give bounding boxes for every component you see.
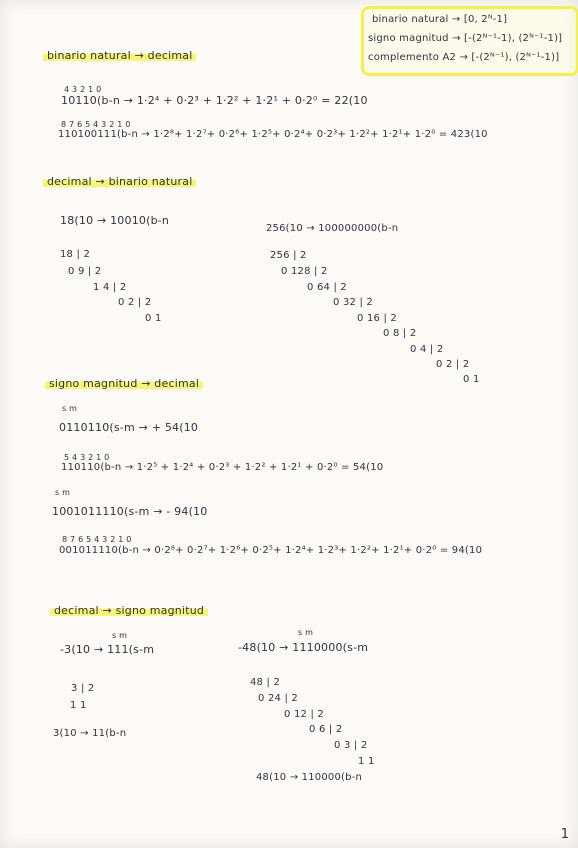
bit-index-1: 4 3 2 1 0 [64, 85, 102, 94]
section-title-dec-sm: decimal → signo magnitud [50, 604, 208, 617]
div-3-2: 1 1 [70, 700, 87, 711]
conversion-sm-1: 0110110(s-m → + 54(10 [59, 421, 199, 434]
range-binario: binario natural → [0, 2ᴺ-1] [372, 14, 508, 25]
div-256-3: 0 64 | 2 [307, 282, 347, 293]
conversion-sm-4: 001011110(b-n → 0·2⁸+ 0·2⁷+ 1·2⁶+ 0·2⁵+ 1·2⁴+ 1·2³+ 1·2²+ 1·2¹+ 0·2⁰ = 94(10 [59, 545, 483, 556]
div-3-1: 3 | 2 [71, 683, 95, 694]
conversion-neg3: -3(10 → 111(s-m [60, 643, 155, 656]
result-3: 3(10 → 11(b-n [53, 728, 127, 739]
conversion-2: 110100111(b-n → 1·2⁸+ 1·2⁷+ 0·2⁶+ 1·2⁵+ 0·2⁴+ 0·2³+ 1·2²+ 1·2¹+ 1·2⁰ = 423(10 [58, 129, 488, 140]
result-256: 256(10 → 100000000(b-n [266, 223, 399, 234]
div-18-4: 0 2 | 2 [118, 297, 152, 308]
conversion-1: 10110(b-n → 1·2⁴ + 0·2³ + 1·2² + 1·2¹ + 0·2⁰ = 22(10 [61, 94, 368, 107]
div-256-9: 0 1 [463, 374, 480, 385]
div-18-5: 0 1 [145, 313, 162, 324]
div-256-8: 0 2 | 2 [436, 359, 470, 370]
conversion-sm-3: 1001011110(s-m → - 94(10 [52, 505, 208, 518]
page-number: 1 [560, 827, 569, 842]
section-title-bn-dec: binario natural → decimal [43, 49, 196, 62]
range-complemento: complemento A2 → [-(2ᴺ⁻¹), (2ᴺ⁻¹-1)] [368, 52, 560, 63]
section-title-dec-bn: decimal → binario natural [43, 175, 196, 188]
div-48-4: 0 6 | 2 [309, 724, 343, 735]
div-256-5: 0 16 | 2 [357, 313, 397, 324]
div-256-6: 0 8 | 2 [383, 328, 417, 339]
div-48-1: 48 | 2 [250, 677, 281, 688]
div-48-2: 0 24 | 2 [258, 693, 298, 704]
sm-label-3: s m [112, 631, 128, 640]
conversion-neg48: -48(10 → 1110000(s-m [238, 641, 369, 654]
bit-index-2: 8 7 6 5 4 3 2 1 0 [61, 120, 131, 129]
div-18-1: 18 | 2 [60, 249, 91, 260]
div-18-3: 1 4 | 2 [93, 282, 127, 293]
div-48-5: 0 3 | 2 [334, 740, 368, 751]
range-signo-magnitud: signo magnitud → [-(2ᴺ⁻¹-1), (2ᴺ⁻¹-1)] [368, 33, 563, 44]
bit-index-3: 5 4 3 2 1 0 [64, 453, 110, 462]
sm-label-4: s m [298, 628, 314, 637]
div-18-2: 0 9 | 2 [68, 266, 102, 277]
div-256-2: 0 128 | 2 [281, 266, 328, 277]
result-18: 18(10 → 10010(b-n [60, 214, 170, 227]
div-256-1: 256 | 2 [270, 250, 307, 261]
bit-index-4: 8 7 6 5 4 3 2 1 0 [62, 535, 132, 544]
conversion-sm-2: 110110(b-n → 1·2⁵ + 1·2⁴ + 0·2³ + 1·2² + 1·2¹ + 0·2⁰ = 54(10 [61, 462, 384, 473]
div-48-3: 0 12 | 2 [284, 709, 324, 720]
sm-label-2: s m [55, 488, 71, 497]
div-48-6: 1 1 [358, 756, 375, 767]
section-title-sm-dec: signo magnitud → decimal [45, 377, 203, 390]
result-48: 48(10 → 110000(b-n [256, 772, 363, 783]
sm-label-1: s m [62, 404, 78, 413]
div-256-4: 0 32 | 2 [333, 297, 373, 308]
div-256-7: 0 4 | 2 [410, 344, 444, 355]
